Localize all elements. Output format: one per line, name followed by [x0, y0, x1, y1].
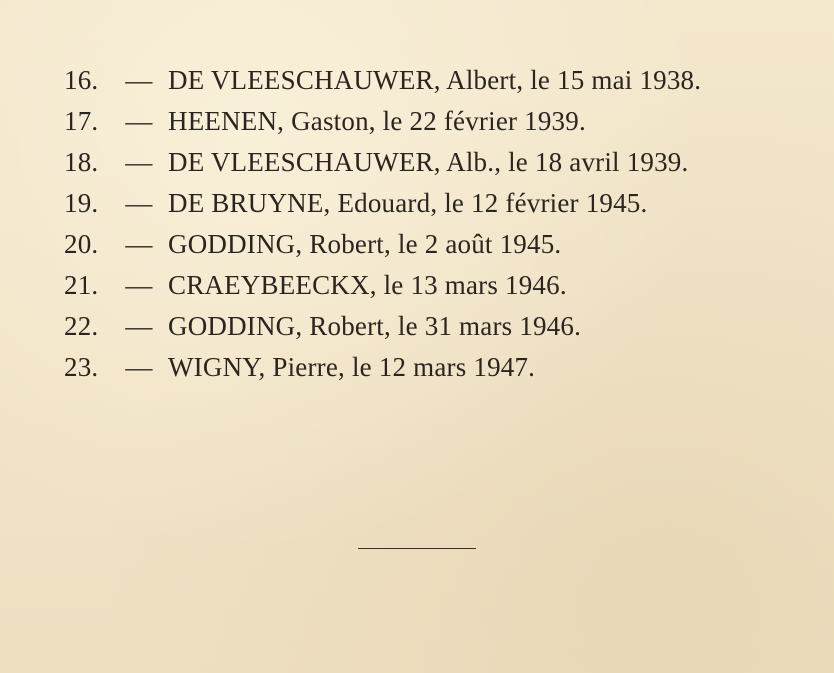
entry-text: DE VLEESCHAUWER, Albert, le 15 mai 1938.: [168, 65, 702, 95]
list-item: [64, 306, 701, 347]
list-item: [64, 142, 701, 183]
list-item: [64, 101, 701, 142]
entry-number: 23.: [64, 352, 99, 382]
entry-text: WIGNY, Pierre, le 12 mars 1947.: [168, 352, 536, 382]
entry-number: 21.: [64, 270, 99, 300]
entry-dash: —: [125, 65, 153, 95]
list-item: [64, 347, 701, 388]
entry-text: DE BRUYNE, Edouard, le 12 février 1945.: [168, 188, 648, 218]
entry-number: 22.: [64, 311, 99, 341]
entry-text: HEENEN, Gaston, le 22 février 1939.: [168, 106, 586, 136]
list-item: [64, 183, 701, 224]
entry-number: 19.: [64, 188, 99, 218]
entry-text: DE VLEESCHAUWER, Alb., le 18 avril 1939.: [168, 147, 689, 177]
list-item: [64, 265, 701, 306]
entry-number: 18.: [64, 147, 99, 177]
entry-dash: —: [125, 311, 153, 341]
entry-text: GODDING, Robert, le 2 août 1945.: [168, 229, 562, 259]
entry-dash: —: [125, 270, 153, 300]
entry-dash: —: [125, 229, 153, 259]
list-item: [64, 224, 701, 265]
list-item: [64, 60, 701, 101]
entry-number: 17.: [64, 106, 99, 136]
entry-dash: —: [125, 147, 153, 177]
entry-number: 16.: [64, 65, 99, 95]
entry-number: 20.: [64, 229, 99, 259]
entry-text: GODDING, Robert, le 31 mars 1946.: [168, 311, 582, 341]
entry-dash: —: [125, 106, 153, 136]
entry-text: CRAEYBEECKX, le 13 mars 1946.: [168, 270, 567, 300]
divider-rule: [358, 548, 476, 549]
entry-dash: —: [125, 352, 153, 382]
entry-list: [64, 60, 701, 388]
entry-dash: —: [125, 188, 153, 218]
